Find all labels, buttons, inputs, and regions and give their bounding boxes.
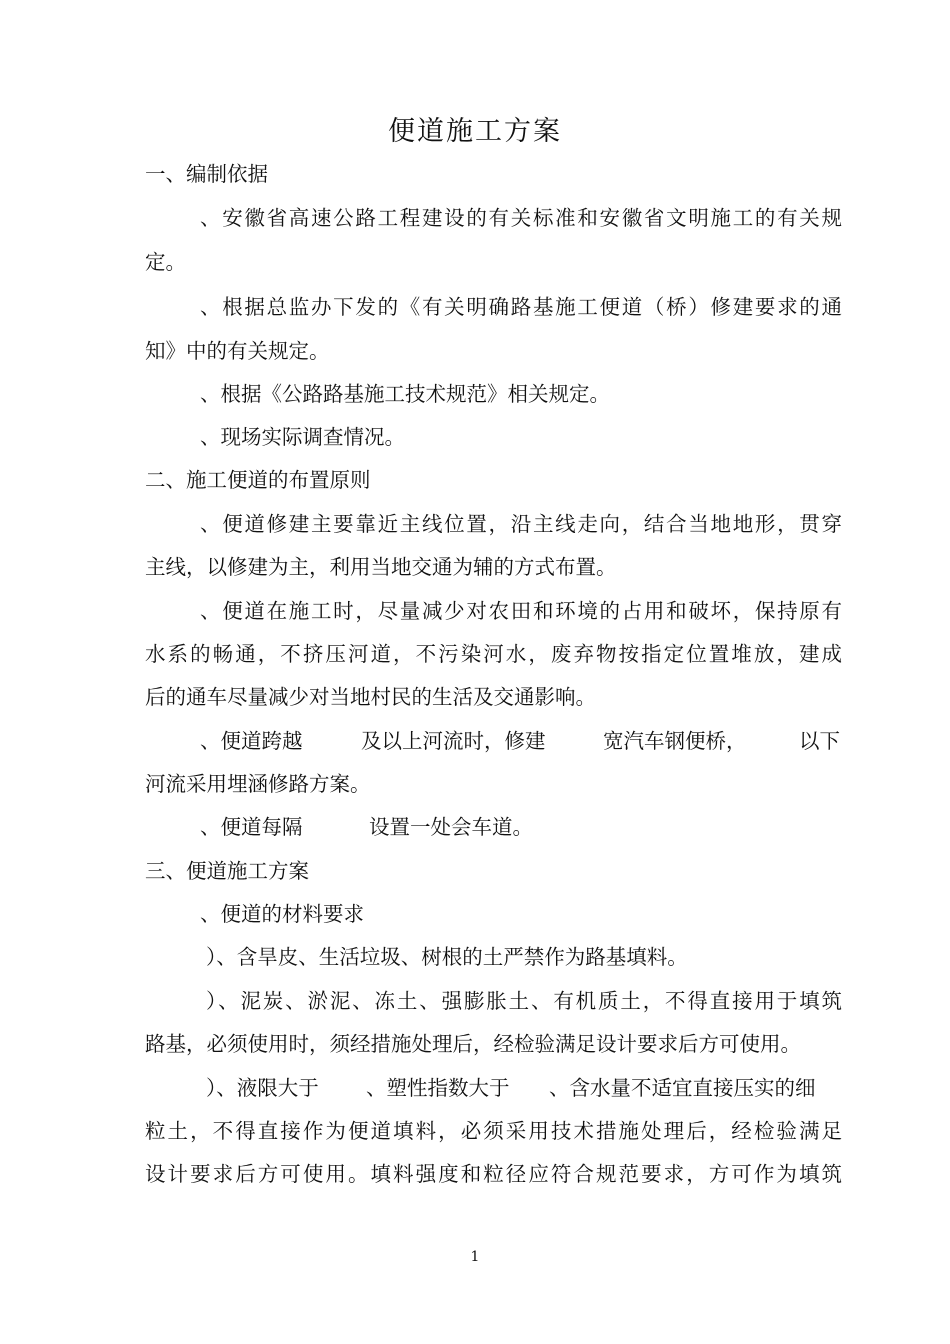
paragraph-line: 设计要求后方可使用。填料强度和粒径应符合规范要求，方可作为填筑 xyxy=(145,1162,842,1186)
paragraph-line: 粒土，不得直接作为便道填料，必须采用技术措施处理后，经检验满足 xyxy=(145,1119,842,1143)
paragraph-line: 路基，必须使用时，须经措施处理后，经检验满足设计要求后方可使用。 xyxy=(145,1032,801,1056)
paragraph-line-fragment: 、便道跨越 xyxy=(200,729,303,753)
paragraph-line: 水系的畅通，不挤压河道，不污染河水，废弃物按指定位置堆放，建成 xyxy=(145,642,842,666)
paragraph-line: 、现场实际调查情况。 xyxy=(200,425,405,449)
list-item-fragment: 、含水量不适宜直接压实的细 xyxy=(549,1076,816,1100)
section-heading-plan: 三、便道施工方案 xyxy=(145,859,309,883)
paragraph-line: 、根据总监办下发的《有关明确路基施工便道（桥）修建要求的通 xyxy=(200,295,842,319)
paragraph-line: 、根据《公路路基施工技术规范》相关规定。 xyxy=(200,382,610,406)
list-item: ）、含旱皮、生活垃圾、树根的土严禁作为路基填料。 xyxy=(206,945,688,969)
paragraph-line: 主线，以修建为主，利用当地交通为辅的方式布置。 xyxy=(145,555,617,579)
paragraph-line-fragment: 、便道每隔 xyxy=(200,815,303,839)
paragraph-line-fragment: 及以上河流时，修建 xyxy=(361,729,546,753)
paragraph-line-fragment: 宽汽车钢便桥， xyxy=(603,729,747,753)
list-item-fragment: 、塑性指数大于 xyxy=(366,1076,510,1100)
paragraph-line: 知》中的有关规定。 xyxy=(145,339,330,363)
page-title: 便道施工方案 xyxy=(388,116,562,147)
section-heading-basis: 一、编制依据 xyxy=(145,162,268,186)
paragraph-line: 、便道在施工时，尽量减少对农田和环境的占用和破坏，保持原有 xyxy=(200,599,842,623)
list-item-fragment: ）、液限大于 xyxy=(206,1076,319,1100)
paragraph-line: 、安徽省高速公路工程建设的有关标准和安徽省文明施工的有关规 xyxy=(200,206,842,230)
paragraph-line: 后的通车尽量减少对当地村民的生活及交通影响。 xyxy=(145,685,596,709)
subsection-heading: 、便道的材料要求 xyxy=(200,902,364,926)
section-heading-principles: 二、施工便道的布置原则 xyxy=(145,468,371,492)
paragraph-line: 河流采用埋涵修路方案。 xyxy=(145,772,371,796)
paragraph-line-fragment: 设置一处会车道。 xyxy=(369,815,533,839)
list-item: ）、泥炭、淤泥、冻土、强膨胀土、有机质土，不得直接用于填筑 xyxy=(206,989,842,1013)
paragraph-line: 、便道修建主要靠近主线位置，沿主线走向，结合当地地形，贯穿 xyxy=(200,512,842,536)
paragraph-line: 定。 xyxy=(145,250,186,274)
paragraph-line-fragment: 以下 xyxy=(799,729,840,753)
page-number: 1 xyxy=(470,1249,480,1265)
